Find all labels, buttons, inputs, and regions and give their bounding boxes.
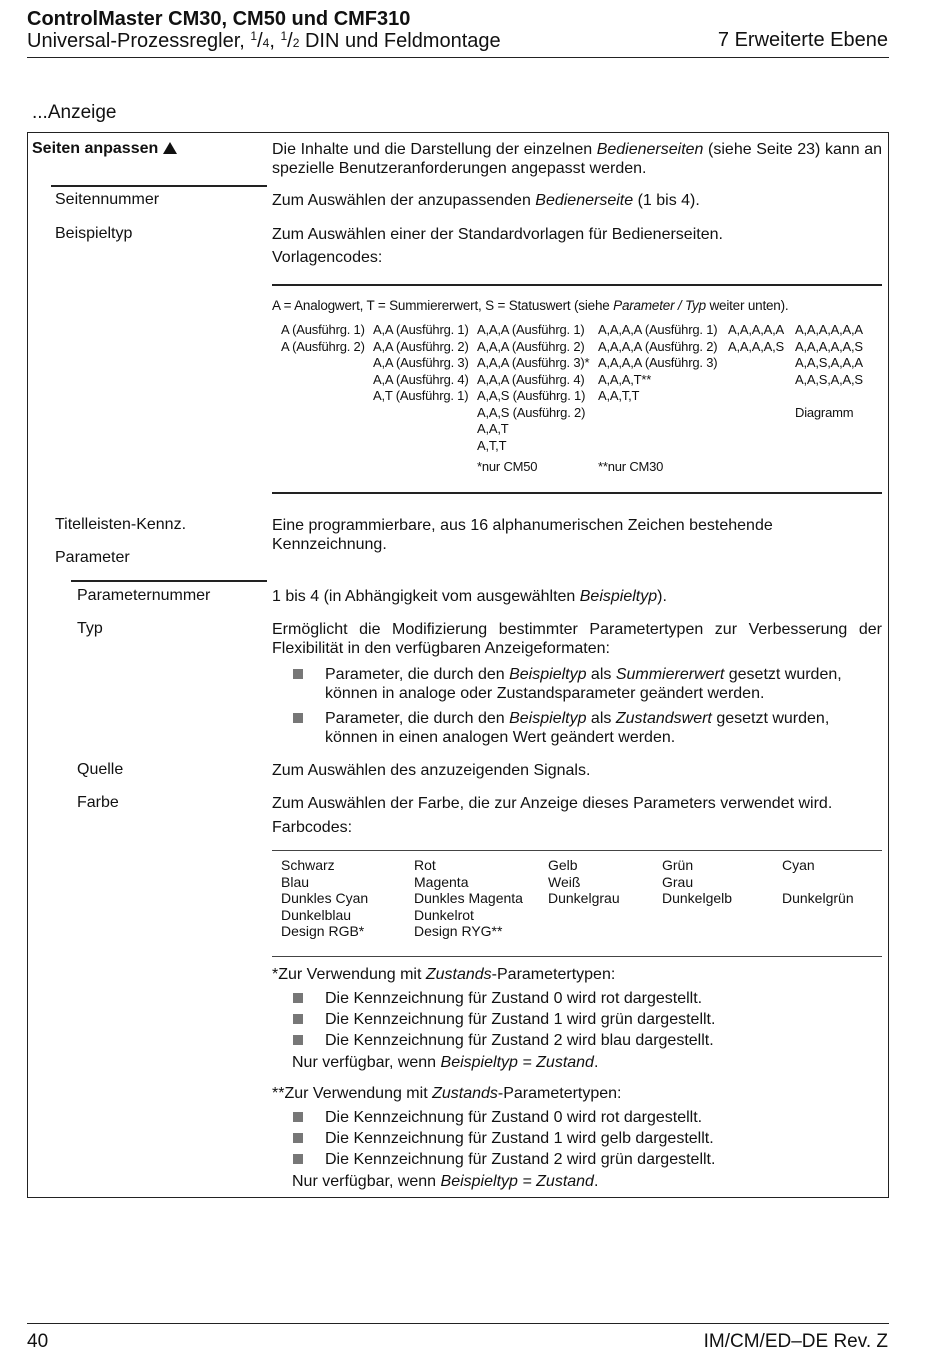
text-parameternummer: 1 bis 4 (in Abhängigkeit vom ausgewählten Beispieltyp). bbox=[272, 588, 667, 605]
header-divider bbox=[27, 57, 889, 58]
level-2-underline bbox=[71, 580, 267, 582]
text-vorlagencodes: Vorlagencodes: bbox=[272, 249, 383, 266]
footer-divider bbox=[27, 1323, 889, 1324]
note2-item-3: Die Kennzeichnung für Zustand 2 wird grün dargestellt. bbox=[325, 1151, 716, 1168]
codes-bottom-rule bbox=[272, 492, 882, 494]
label-seitennummer: Seitennummer bbox=[55, 191, 160, 208]
colors-column-4: Grün Grau Dunkelgelb bbox=[662, 857, 733, 906]
note-nur-cm30: **nur CM30 bbox=[598, 459, 664, 474]
label-typ: Typ bbox=[77, 620, 103, 637]
bullet-square-icon bbox=[293, 1035, 303, 1045]
text-typ: Ermöglicht die Modifizierung bestimmter Parametertypen zur Verbesserung der Flexibilität in den verfügbaren Anzeigeformaten: bbox=[272, 621, 882, 657]
codes-column-3: A,A,A (Ausführg. 1) A,A,A (Ausführg. 2) A,A,A (Ausführg. 3)* A,A,A (Ausführg. 4) A,A,S (Ausführg. 1) A,A,S (Ausführg. 2) A,A,T A,T,T bbox=[477, 322, 590, 453]
note-design-rgb: *Zur Verwendung mit Zustands-Parametertypen: bbox=[272, 966, 616, 983]
text-farbcodes: Farbcodes: bbox=[272, 819, 353, 836]
bullet-square-icon bbox=[293, 1112, 303, 1122]
note2-availability: Nur verfügbar, wenn Beispieltyp = Zustand. bbox=[292, 1173, 599, 1190]
text-titelleisten-kennz: Eine programmierbare, aus 16 alphanumerischen Zeichen bestehende Kennzeichnung. bbox=[272, 517, 773, 553]
note2-item-1: Die Kennzeichnung für Zustand 0 wird rot dargestellt. bbox=[325, 1109, 703, 1126]
document-id: IM/CM/ED–DE Rev. Z bbox=[703, 1331, 888, 1352]
text-farbe: Zum Auswählen der Farbe, die zur Anzeige dieses Parameters verwendet wird. bbox=[272, 795, 833, 812]
text-beispieltyp: Zum Auswählen einer der Standardvorlagen für Bedienerseiten. bbox=[272, 226, 723, 243]
bullet-square-icon bbox=[293, 1154, 303, 1164]
text-quelle: Zum Auswählen des anzuzeigenden Signals. bbox=[272, 762, 591, 779]
codes-legend: A = Analogwert, T = Summiererwert, S = Statuswert (siehe Parameter / Typ weiter unten). bbox=[272, 298, 789, 313]
colors-column-1: Schwarz Blau Dunkles Cyan Dunkelblau Design RGB* bbox=[281, 857, 369, 939]
note-nur-cm50: *nur CM50 bbox=[477, 459, 538, 474]
codes-column-1: A (Ausführg. 1) A (Ausführg. 2) bbox=[281, 322, 365, 354]
bullet-square-icon bbox=[293, 1014, 303, 1024]
label-seiten-anpassen: Seiten anpassen bbox=[32, 140, 177, 158]
codes-column-2: A,A (Ausführg. 1) A,A (Ausführg. 2) A,A (Ausführg. 3) A,A (Ausführg. 4) A,T (Ausführg. 1) bbox=[373, 322, 469, 403]
note1-item-2: Die Kennzeichnung für Zustand 1 wird grün dargestellt. bbox=[325, 1011, 716, 1028]
document-subtitle: Universal-Prozessregler, $^1$/4, $^1$/2 DIN und Feldmontage bbox=[27, 29, 501, 52]
colors-column-2: Rot Magenta Dunkles Magenta Dunkelrot Design RYG** bbox=[414, 857, 523, 939]
note2-item-2: Die Kennzeichnung für Zustand 1 wird gelb dargestellt. bbox=[325, 1130, 714, 1147]
codes-column-6: A,A,A,A,A,A A,A,A,A,A,S A,A,S,A,A,A A,A,S,A,A,S Diagramm bbox=[795, 322, 863, 420]
bullet-square-icon bbox=[293, 1133, 303, 1143]
note1-item-1: Die Kennzeichnung für Zustand 0 wird rot dargestellt. bbox=[325, 990, 703, 1007]
up-triangle-icon bbox=[163, 142, 177, 154]
note1-availability: Nur verfügbar, wenn Beispieltyp = Zustand. bbox=[292, 1054, 599, 1071]
colors-column-5: Cyan Dunkelgrün bbox=[782, 857, 854, 906]
label-quelle: Quelle bbox=[77, 761, 124, 778]
bullet-square-icon bbox=[293, 993, 303, 1003]
codes-top-rule bbox=[272, 284, 882, 286]
note1-item-3: Die Kennzeichnung für Zustand 2 wird blau dargestellt. bbox=[325, 1032, 714, 1049]
page-number: 40 bbox=[27, 1331, 49, 1352]
level-1-underline bbox=[51, 185, 267, 187]
colors-top-rule bbox=[272, 850, 882, 851]
typ-bullet-1: Parameter, die durch den Beispieltyp als Summiererwert gesetzt wurden, können in analoge oder Zustandsparameter geändert werden. bbox=[325, 666, 842, 702]
text-seiten-anpassen: Die Inhalte und die Darstellung der einzelnen Bedienerseiten (siehe Seite 23) kann an spezielle Benutzeranforderungen angepasst werden. bbox=[272, 141, 883, 177]
section-title: ...Anzeige bbox=[32, 102, 117, 123]
typ-bullet-2: Parameter, die durch den Beispieltyp als Zustandswert gesetzt wurden, können in einen analogen Wert geändert werden. bbox=[325, 710, 830, 746]
label-farbe: Farbe bbox=[77, 794, 119, 811]
bullet-square-icon bbox=[293, 713, 303, 723]
colors-bottom-rule bbox=[272, 956, 882, 957]
chapter-title: 7 Erweiterte Ebene bbox=[717, 29, 888, 51]
label-parameternummer: Parameternummer bbox=[77, 587, 211, 604]
label-beispieltyp: Beispieltyp bbox=[55, 225, 133, 242]
text-seitennummer: Zum Auswählen der anzupassenden Bedienerseite (1 bis 4). bbox=[272, 192, 700, 209]
codes-column-4: A,A,A,A (Ausführg. 1) A,A,A,A (Ausführg. 2) A,A,A,A (Ausführg. 3) A,A,A,T** A,A,T,T bbox=[598, 322, 718, 403]
label-parameter: Parameter bbox=[55, 549, 130, 566]
colors-column-3: Gelb Weiß Dunkelgrau bbox=[548, 857, 620, 906]
label-titelleisten-kennz: Titelleisten-Kennz. bbox=[55, 516, 187, 533]
document-title: ControlMaster CM30, CM50 und CMF310 bbox=[27, 8, 411, 30]
codes-column-5: A,A,A,A,A A,A,A,A,S bbox=[728, 322, 785, 354]
note-design-ryg: **Zur Verwendung mit Zustands-Parametertypen: bbox=[272, 1085, 622, 1102]
bullet-square-icon bbox=[293, 669, 303, 679]
